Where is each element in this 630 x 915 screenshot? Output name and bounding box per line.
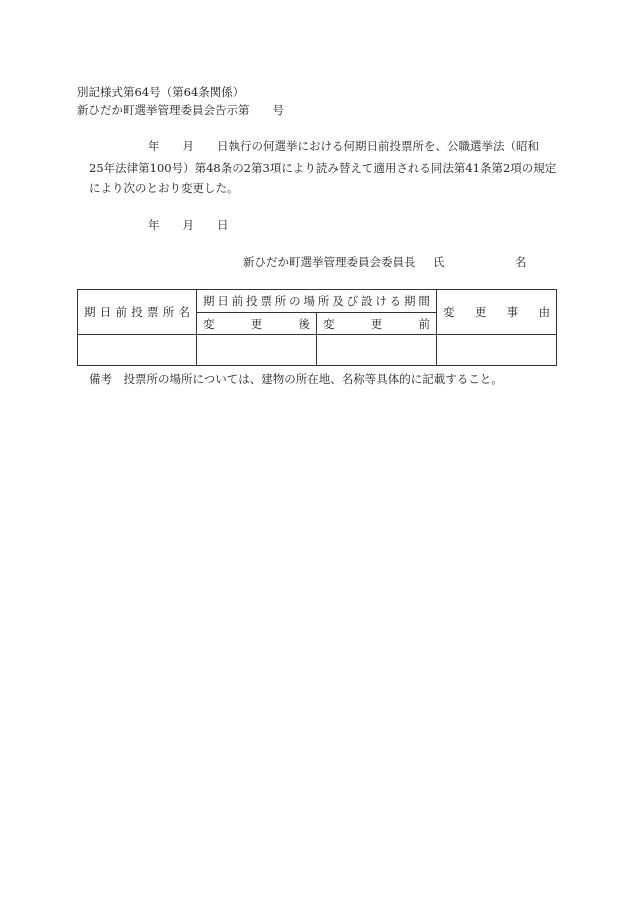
header-char: 更 xyxy=(370,316,383,331)
header-name-cell xyxy=(78,290,197,335)
name-label-1: 氏 xyxy=(433,255,445,269)
header-char: 期 xyxy=(84,305,96,319)
header-char: 投 xyxy=(246,294,258,308)
row-reason-cell xyxy=(437,335,557,366)
subheader-before-cell xyxy=(317,313,437,335)
subheader-after-cell xyxy=(197,313,317,335)
header-char: 名 xyxy=(178,305,190,319)
header-char: 日 xyxy=(99,305,112,319)
body-line-3: により次のとおり変更した。 xyxy=(89,181,239,195)
header-char: 前 xyxy=(115,305,127,319)
row-name-cell xyxy=(78,335,197,366)
header-char: 所 xyxy=(274,294,287,308)
header-char: 前 xyxy=(231,294,244,308)
header-char: 変 xyxy=(443,305,455,319)
header-char: 投 xyxy=(131,305,143,319)
table-row xyxy=(78,335,557,366)
row-after-cell xyxy=(197,335,317,366)
header-char: 更 xyxy=(474,305,487,319)
body-line-1: 年 月 日執行の何選挙における何期日前投票所を、公職選挙法（昭和 xyxy=(148,139,539,153)
subheader-before xyxy=(317,316,436,332)
header-char: 期 xyxy=(203,294,215,308)
header-char: 変 xyxy=(203,316,215,331)
header-char: 日 xyxy=(217,294,229,308)
row-before-cell xyxy=(317,335,437,366)
header-char: 及 xyxy=(332,294,344,308)
notice-header: 新ひだか町選挙管理委員会告示第 号 xyxy=(77,103,284,117)
header-char: け xyxy=(375,294,387,308)
header-place-cell xyxy=(197,290,437,313)
header-char: 更 xyxy=(250,316,263,331)
header-char: 後 xyxy=(298,316,310,331)
form-number: 別記様式第64号（第64条関係） xyxy=(77,85,245,99)
header-char: 票 xyxy=(260,294,272,308)
header-char: 由 xyxy=(538,305,550,319)
header-char: 所 xyxy=(162,305,175,319)
header-char: る xyxy=(389,294,402,308)
header-char: 設 xyxy=(360,294,373,308)
header-reason-cell xyxy=(437,290,557,335)
change-table xyxy=(77,289,557,366)
header-char: 票 xyxy=(147,305,159,319)
header-char: 場 xyxy=(303,294,316,308)
header-char: の xyxy=(289,294,301,308)
header-name xyxy=(78,304,196,320)
body-line-2: 25年法律第100号）第48条の2第3項により読み替えて適用される同法第41条第2項の規定 xyxy=(89,161,557,175)
header-char: 間 xyxy=(418,294,430,308)
header-place xyxy=(197,293,436,309)
header-char: 前 xyxy=(418,316,430,331)
subheader-after xyxy=(197,316,316,332)
header-char: 期 xyxy=(404,294,416,308)
date-line: 年 月 日 xyxy=(148,218,229,232)
header-char: び xyxy=(346,294,359,308)
remark: 備考 投票所の場所については、建物の所在地、名称等具体的に記載すること。 xyxy=(89,372,503,386)
header-char: 変 xyxy=(323,316,335,331)
header-reason xyxy=(437,304,556,320)
signature-title: 新ひだか町選挙管理委員会委員長 xyxy=(243,255,416,269)
name-label-2: 名 xyxy=(515,255,527,269)
header-char: 事 xyxy=(506,305,519,319)
header-char: 所 xyxy=(317,294,330,308)
